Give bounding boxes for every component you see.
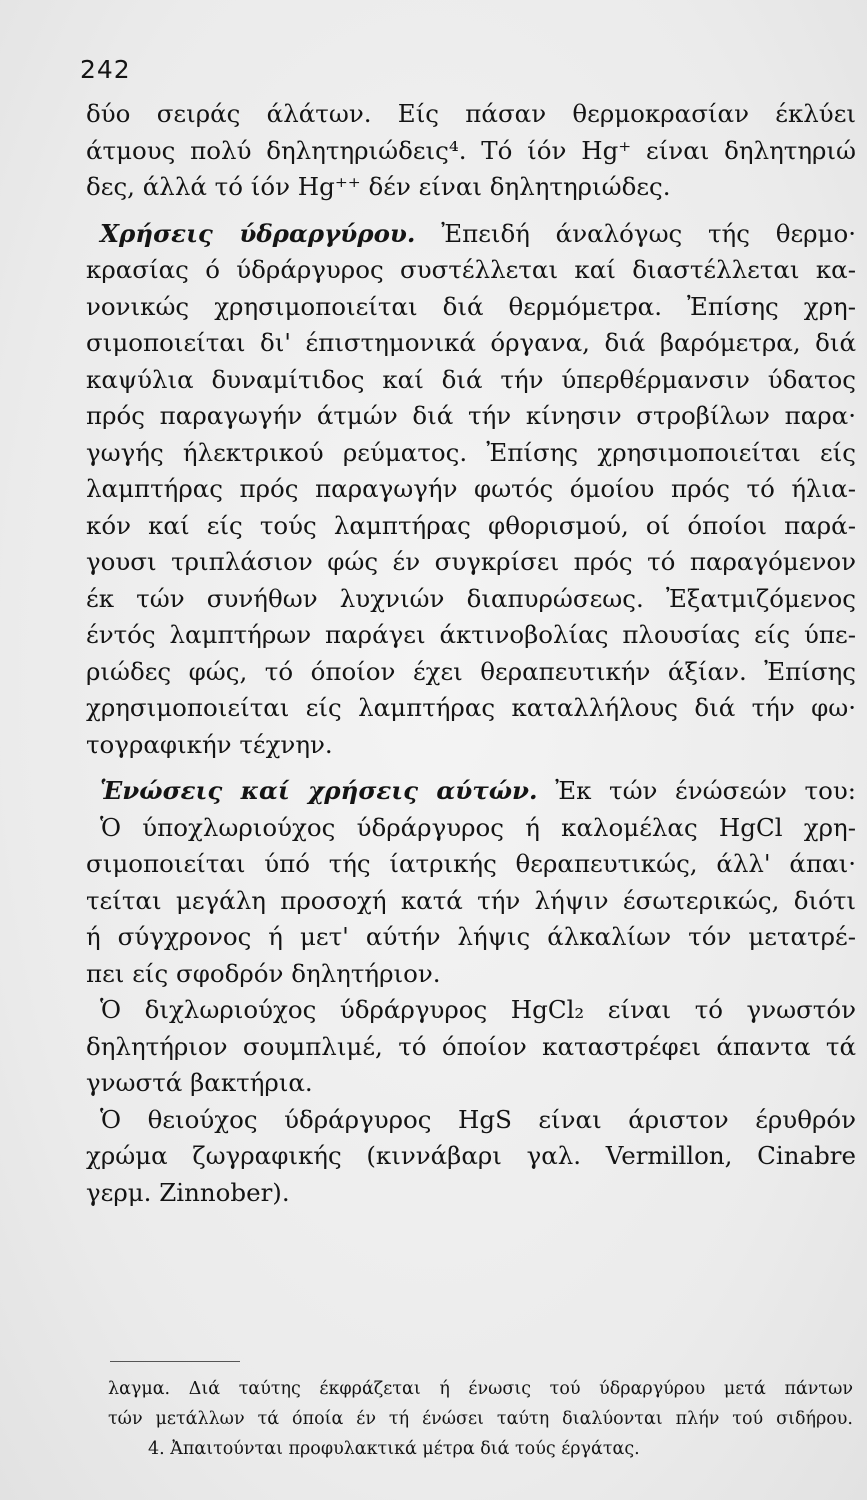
text-line: κρασίας ό ύδράργυρος συστέλλεται καί διαστέλλεται κα-: [86, 255, 856, 284]
text-line: έντός λαμπτήρων παράγει άκτινοβολίας πλουσίας είς ύπε-: [86, 620, 856, 649]
text-line: κόν καί είς τούς λαμπτήρας φθορισμού, οί όποίοι παρά-: [86, 510, 856, 540]
text-line: Ὁ ύποχλωριούχος ύδράργυρος ή καλομέλας HgCl χρη-: [100, 812, 856, 842]
text-line: χρώμα ζωγραφικής (κιννάβαρι γαλ. Vermillon, Cinabre: [86, 1141, 856, 1170]
text-line: λαμπτήρας πρός παραγωγήν φωτός όμοίου πρός τό ήλια-: [86, 474, 856, 503]
section-heading-line: [86, 216, 856, 253]
text-line: γουσι τριπλάσιον φώς έν συγκρίσει πρός τό παραγόμενον: [86, 547, 856, 576]
text-line: Ὁ θειούχος ύδράργυρος HgS είναι άριστον έρυθρόν: [100, 1104, 856, 1134]
text-line: δες, άλλά τό ίόν Hg⁺⁺ δέν είναι δηλητηριώδες.: [86, 172, 671, 201]
main-text: [86, 96, 856, 1211]
text-line: σιμοποιείται ύπό τής ίατρικής θεραπευτικώς, άλλ' άπαι·: [86, 849, 856, 878]
footnote-line: 4. Ἀπαιτούνται προφυλακτικά μέτρα διά τούς έργάτας.: [148, 1439, 640, 1459]
text-line: γωγής ήλεκτρικού ρεύματος. Ἐπίσης χρησιμοποιείται είς: [86, 437, 856, 467]
text-line: τογραφικήν τέχνην.: [86, 729, 333, 759]
footnotes: [108, 1374, 853, 1464]
text-line: νονικώς χρησιμοποιείται διά θερμόμετρα. Ἐπίσης χρη-: [86, 291, 856, 321]
text-line-rest: Ἐπειδή άναλόγως τής θερμο·: [441, 218, 856, 248]
text-line: χρησιμοποιείται είς λαμπτήρας καταλλήλους διά τήν φω·: [86, 693, 856, 722]
text-line: Ὁ διχλωριούχος ύδράργυρος HgCl₂ είναι τό γνωστόν: [100, 995, 856, 1024]
text-line: δύο σειράς άλάτων. Είς πάσαν θερμοκρασίαν έκλύει: [86, 99, 856, 128]
text-line: δηλητήριον σουμπλιμέ, τό όποίον καταστρέφει άπαντα τά: [86, 1031, 856, 1061]
text-line: έκ τών συνήθων λυχνιών διαπυρώσεως. Ἐξατμιζόμενος: [86, 583, 856, 613]
footnote-divider: [110, 1361, 240, 1362]
uses-section-title: Χρήσεις ύδραργύρου.: [100, 218, 416, 248]
text-line: πει είς σφοδρόν δηλητήριον.: [86, 958, 441, 988]
text-line: ριώδες φώς, τό όποίον έχει θεραπευτικήν άξίαν. Ἐπίσης: [86, 656, 856, 686]
text-line: άτμους πολύ δηλητηριώδεις⁴. Τό ίόν Hg⁺ είναι δηλητηριώ: [86, 135, 856, 165]
section-heading-line: [86, 773, 856, 810]
footnote-line: τών μετάλλων τά όποία έν τή ένώσει ταύτη διαλύονται πλήν τού σιδήρου.: [108, 1409, 853, 1429]
text-line: γνωστά βακτήρια.: [86, 1068, 313, 1097]
footnote-line: λαγμα. Διά ταύτης έκφράζεται ή ένωσις τού ύδραργύρου μετά πάντων: [108, 1379, 853, 1399]
text-line: σιμοποιείται δι' έπιστημονικά όργανα, διά βαρόμετρα, διά: [86, 328, 856, 357]
text-line: τείται μεγάλη προσοχή κατά τήν λήψιν έσωτερικώς, διότι: [86, 885, 856, 915]
paragraph-gap: [86, 763, 856, 773]
text-line: καψύλια δυναμίτιδος καί διά τήν ύπερθέρμανσιν ύδατος: [86, 364, 856, 394]
compounds-section-title: Ἑνώσεις καί χρήσεις αύτών.: [100, 776, 538, 805]
paragraph-gap: [86, 206, 856, 216]
text-line: ή σύγχρονος ή μετ' αύτήν λήψις άλκαλίων τόν μετατρέ-: [86, 922, 856, 951]
text-line-rest: Ἐκ τών ένώσεών του:: [555, 776, 856, 805]
text-line: γερμ. Zinnober).: [86, 1177, 290, 1207]
page-number: 242: [80, 55, 131, 84]
text-line: πρός παραγωγήν άτμών διά τήν κίνησιν στροβίλων παρα·: [86, 401, 856, 430]
